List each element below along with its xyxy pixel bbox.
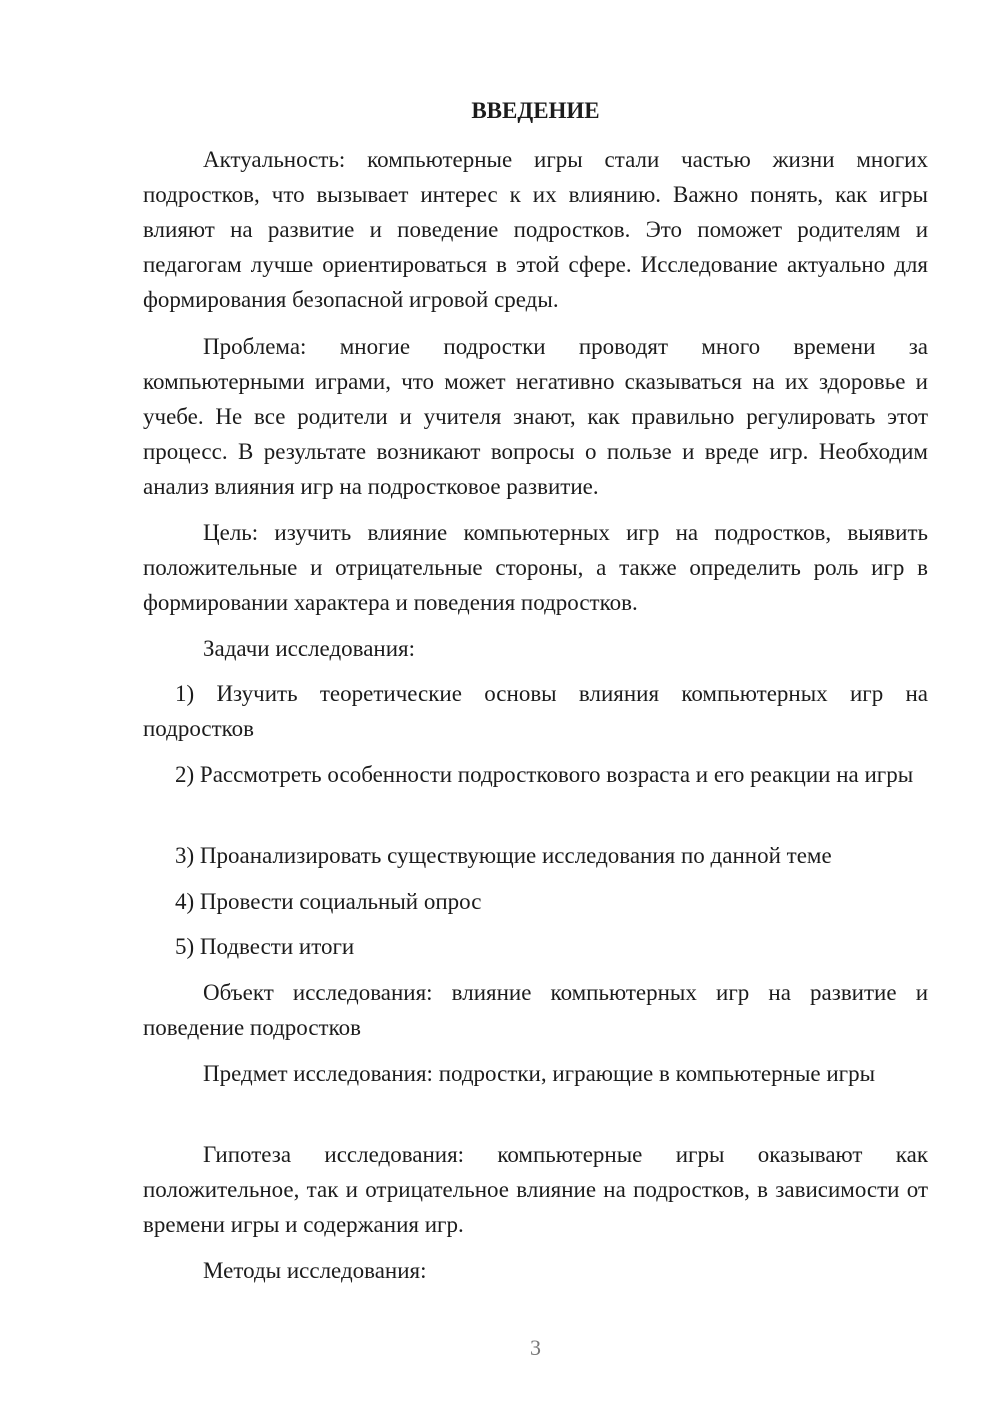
goal-paragraph: Цель: изучить влияние компьютерных игр на подростков, выявить положительные и отрицательные стороны, а также определить роль игр в формировании характера и поведения подростков.: [143, 520, 928, 615]
task-item-1: 1) Изучить теоретические основы влияния компьютерных игр на подростков: [143, 681, 928, 741]
task-item-3: 3) Проанализировать существующие исследования по данной теме: [175, 843, 832, 868]
task-item-4: 4) Провести социальный опрос: [175, 889, 482, 914]
methods-heading: Методы исследования:: [203, 1258, 427, 1283]
problem-paragraph: Проблема: многие подростки проводят много времени за компьютерными играми, что может негативно сказываться на их здоровье и учебе. Не все родители и учителя знают, как правильно регулировать этот процесс. В результате возникают вопросы о пользе и вреде игр. Необходим анализ влияния игр на подростковое развитие.: [143, 334, 928, 499]
task-item-5: 5) Подвести итоги: [175, 934, 355, 959]
subject-paragraph: Предмет исследования: подростки, играющие в компьютерные игры: [203, 1061, 876, 1086]
page-number: 3: [530, 1335, 541, 1360]
section-heading: ВВЕДЕНИЕ: [471, 98, 600, 123]
relevance-paragraph: Актуальность: компьютерные игры стали частью жизни многих подростков, что вызывает интерес к их влиянию. Важно понять, как игры влияют на развитие и поведение подростков. Это поможет родителям и педагогам лучше ориентироваться в этой сфере. Исследование актуально для формирования безопасной игровой среды.: [143, 147, 928, 312]
object-paragraph: Объект исследования: влияние компьютерных игр на развитие и поведение подростков: [143, 980, 928, 1040]
document-page: [143, 0, 928, 1414]
hypothesis-paragraph: Гипотеза исследования: компьютерные игры оказывают как положительное, так и отрицательное влияние на подростков, в зависимости от времени игры и содержания игр.: [143, 1142, 928, 1237]
task-item-2: 2) Рассмотреть особенности подросткового возраста и его реакции на игры: [175, 762, 914, 787]
tasks-heading: Задачи исследования:: [203, 636, 416, 661]
